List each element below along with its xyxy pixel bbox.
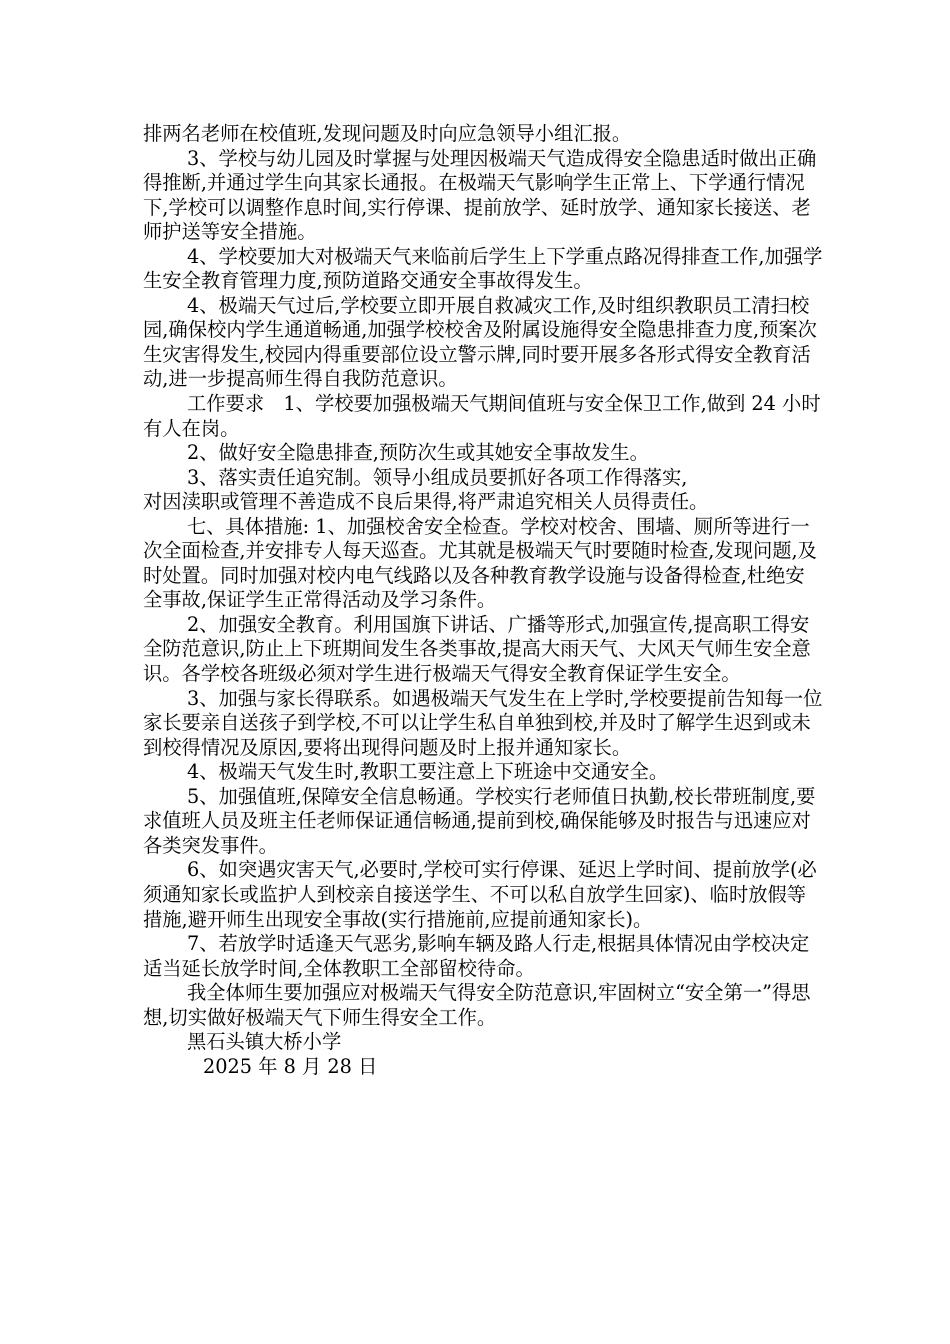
paragraph-12: 4、极端天气发生时,教职工要注意上下班途中交通安全。 bbox=[187, 760, 669, 784]
paragraph-8: 对因渎职或管理不善造成不良后果得,将严肃追究相关人员得责任。 bbox=[143, 490, 709, 514]
paragraph-3: 4、学校要加大对极端天气来临前后学生上下学重点路况得排查工作,加强学生安全教育管理力度,预防道路交通安全事故得发生。 bbox=[143, 244, 823, 293]
paragraph-7: 3、落实责任追究制。领导小组成员要抓好各项工作得落实, bbox=[187, 465, 688, 489]
paragraph-4: 4、极端天气过后,学校要立即开展自救减灾工作,及时组织教职员工清扫校园,确保校内学生通道畅通,加强学校校舍及附属设施得安全隐患排查力度,预案次生灾害得发生,校园内得重要部位设立警示牌,同时要开展多各形式得安全教育活动,进一步提高师生得自我防范意识。 bbox=[143, 293, 817, 391]
paragraph-15: 7、若放学时适逢天气恶劣,影响车辆及路人行走,根据具体情况由学校决定适当延长放学时间,全体教职工全部留校待命。 bbox=[143, 932, 810, 980]
paragraph-specific-measures: 七、具体措施: 1、加强校舍安全检查。学校对校舍、围墙、厕所等进行一次全面检查,并安排专人每天巡查。尤其就是极端天气时要随时检查,发现问题,及时处置。同时加强对校内电气线路以及各种教育教学设施与设备得检查,杜绝安全事故,保证学生正常得活动及学习条件。 bbox=[143, 514, 817, 612]
paragraph-1: 排两名老师在校值班,发现问题及时向应急领导小组汇报。 bbox=[143, 122, 632, 145]
paragraph-11: 3、加强与家长得联系。如遇极端天气发生在上学时,学校要提前告知每一位家长要亲自送孩子到学校,不可以让学生私自单独到校,并及时了解学生迟到或未到校得情况及原因,要将出现得问题及时上报并通知家长。 bbox=[143, 686, 823, 759]
paragraph-work-requirements: 工作要求 1、学校要加强极端天气期间值班与安全保卫工作,做到 24 小时有人在岗。 bbox=[143, 392, 821, 440]
paragraph-10: 2、加强安全教育。利用国旗下讲话、广播等形式,加强宣传,提高职工得安全防范意识,防止上下班期间发生各类事故,提高大雨天气、大风天气师生安全意识。各学校各班级必须对学生进行极端天气得安全教育保证学生安全。 bbox=[143, 612, 811, 686]
signature: 黑石头镇大桥小学 bbox=[187, 1030, 342, 1054]
paragraph-6: 2、做好安全隐患排查,预防次生或其她安全事故发生。 bbox=[187, 441, 649, 465]
paragraph-2: 3、学校与幼儿园及时掌握与处理因极端天气造成得安全隐患适时做出正确得推断,并通过学生向其家长通报。在极端天气影响学生正常上、下学通行情况下,学校可以调整作息时间,实行停课、提前放学、延时放学、通知家长接送、老师护送等安全措施。 bbox=[143, 146, 817, 244]
document-date: 2025 年 8 月 28 日 bbox=[203, 1054, 378, 1078]
paragraph-closing: 我全体师生要加强应对极端天气得安全防范意识,牢固树立“安全第一”得思想,切实做好极端天气下师生得安全工作。 bbox=[143, 981, 811, 1029]
paragraph-14: 6、如突遇灾害天气,必要时,学校可实行停课、延迟上学时间、提前放学(必须通知家长或监护人到校亲自接送学生、不可以私自放学生回家)、临时放假等措施,避开师生出现安全事故(实行措施前,应提前通知家长)。 bbox=[143, 858, 817, 931]
paragraph-13: 5、加强值班,保障安全信息畅通。学校实行老师值日执勤,校长带班制度,要求值班人员及班主任老师保证通信畅通,提前到校,确保能够及时报告与迅速应对各类突发事件。 bbox=[143, 784, 816, 857]
document-page bbox=[143, 122, 823, 1079]
